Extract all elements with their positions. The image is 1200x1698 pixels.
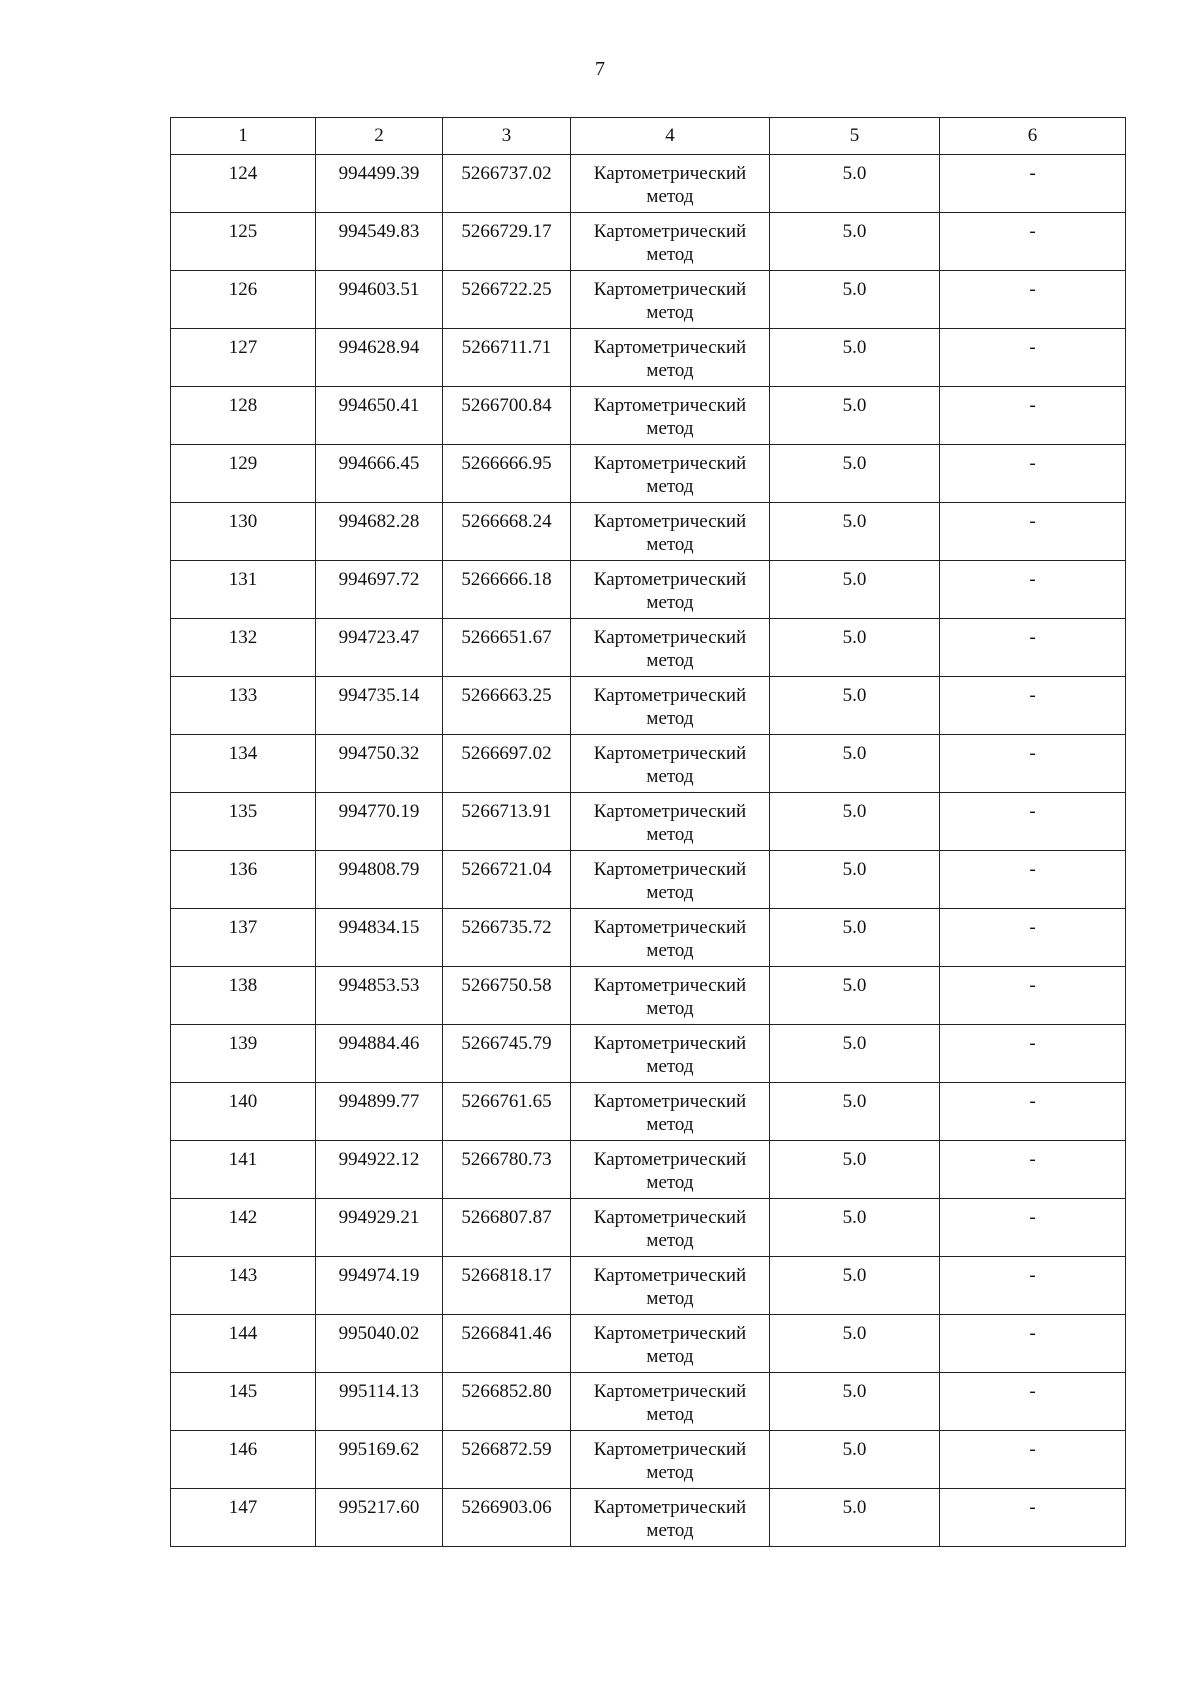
point-number-cell: 135 <box>171 793 316 851</box>
table-row <box>171 329 1126 387</box>
method-cell <box>571 213 770 271</box>
table-row <box>171 1083 1126 1141</box>
method-cell <box>571 1431 770 1489</box>
method-line-2: метод <box>646 476 694 497</box>
note-cell: - <box>940 503 1126 561</box>
method-cell <box>571 1199 770 1257</box>
x-coordinate-cell: 995169.62 <box>316 1431 443 1489</box>
method-line-1: Картометрический <box>593 1497 747 1518</box>
header-cell-2: 2 <box>316 118 443 155</box>
y-coordinate-cell: 5266818.17 <box>443 1257 571 1315</box>
x-coordinate-cell: 994929.21 <box>316 1199 443 1257</box>
note-cell: - <box>940 1025 1126 1083</box>
table-row <box>171 387 1126 445</box>
y-coordinate-cell: 5266872.59 <box>443 1431 571 1489</box>
x-coordinate-cell: 994834.15 <box>316 909 443 967</box>
point-number-cell: 144 <box>171 1315 316 1373</box>
accuracy-cell: 5.0 <box>770 561 940 619</box>
method-line-1: Картометрический <box>593 1033 747 1054</box>
table-row <box>171 1025 1126 1083</box>
method-line-1: Картометрический <box>593 163 747 184</box>
coordinates-table <box>170 117 1126 1547</box>
x-coordinate-cell: 995114.13 <box>316 1373 443 1431</box>
point-number-cell: 134 <box>171 735 316 793</box>
note-cell: - <box>940 271 1126 329</box>
y-coordinate-cell: 5266761.65 <box>443 1083 571 1141</box>
method-line-2: метод <box>646 1114 694 1135</box>
page-number: 7 <box>595 58 605 80</box>
accuracy-cell: 5.0 <box>770 1199 940 1257</box>
method-cell <box>571 155 770 213</box>
point-number-cell: 143 <box>171 1257 316 1315</box>
accuracy-cell: 5.0 <box>770 677 940 735</box>
accuracy-cell: 5.0 <box>770 1315 940 1373</box>
accuracy-cell: 5.0 <box>770 1083 940 1141</box>
note-cell: - <box>940 1083 1126 1141</box>
method-cell <box>571 503 770 561</box>
point-number-cell: 142 <box>171 1199 316 1257</box>
method-line-2: метод <box>646 1462 694 1483</box>
point-number-cell: 138 <box>171 967 316 1025</box>
method-cell <box>571 561 770 619</box>
method-cell <box>571 677 770 735</box>
header-cell-3: 3 <box>443 118 571 155</box>
note-cell: - <box>940 561 1126 619</box>
method-cell <box>571 271 770 329</box>
point-number-cell: 130 <box>171 503 316 561</box>
method-line-1: Картометрический <box>593 395 747 416</box>
point-number-cell: 131 <box>171 561 316 619</box>
method-cell <box>571 1083 770 1141</box>
method-cell <box>571 735 770 793</box>
note-cell: - <box>940 967 1126 1025</box>
y-coordinate-cell: 5266807.87 <box>443 1199 571 1257</box>
point-number-cell: 129 <box>171 445 316 503</box>
point-number-cell: 141 <box>171 1141 316 1199</box>
table-row <box>171 1373 1126 1431</box>
method-line-2: метод <box>646 534 694 555</box>
note-cell: - <box>940 213 1126 271</box>
y-coordinate-cell: 5266711.71 <box>443 329 571 387</box>
header-cell-4: 4 <box>571 118 770 155</box>
note-cell: - <box>940 387 1126 445</box>
method-line-1: Картометрический <box>593 627 747 648</box>
method-line-2: метод <box>646 1520 694 1541</box>
header-cell-6: 6 <box>940 118 1126 155</box>
method-cell <box>571 329 770 387</box>
method-cell <box>571 851 770 909</box>
method-line-1: Картометрический <box>593 743 747 764</box>
table-row <box>171 503 1126 561</box>
method-line-1: Картометрический <box>593 1323 747 1344</box>
method-line-2: метод <box>646 766 694 787</box>
table-row <box>171 1489 1126 1547</box>
x-coordinate-cell: 994899.77 <box>316 1083 443 1141</box>
method-cell <box>571 1373 770 1431</box>
table-row <box>171 445 1126 503</box>
table-row <box>171 735 1126 793</box>
header-cell-1: 1 <box>171 118 316 155</box>
method-cell <box>571 445 770 503</box>
y-coordinate-cell: 5266697.02 <box>443 735 571 793</box>
y-coordinate-cell: 5266666.95 <box>443 445 571 503</box>
method-line-1: Картометрический <box>593 511 747 532</box>
method-line-1: Картометрический <box>593 1207 747 1228</box>
point-number-cell: 140 <box>171 1083 316 1141</box>
method-line-2: метод <box>646 1288 694 1309</box>
point-number-cell: 146 <box>171 1431 316 1489</box>
method-line-1: Картометрический <box>593 1265 747 1286</box>
method-line-2: метод <box>646 1172 694 1193</box>
y-coordinate-cell: 5266750.58 <box>443 967 571 1025</box>
note-cell: - <box>940 1489 1126 1547</box>
y-coordinate-cell: 5266737.02 <box>443 155 571 213</box>
note-cell: - <box>940 1431 1126 1489</box>
method-line-1: Картометрический <box>593 685 747 706</box>
x-coordinate-cell: 994808.79 <box>316 851 443 909</box>
accuracy-cell: 5.0 <box>770 1431 940 1489</box>
method-cell <box>571 619 770 677</box>
method-line-2: метод <box>646 244 694 265</box>
x-coordinate-cell: 994549.83 <box>316 213 443 271</box>
x-coordinate-cell: 994650.41 <box>316 387 443 445</box>
method-line-2: метод <box>646 940 694 961</box>
method-line-2: метод <box>646 1404 694 1425</box>
accuracy-cell: 5.0 <box>770 387 940 445</box>
point-number-cell: 136 <box>171 851 316 909</box>
y-coordinate-cell: 5266780.73 <box>443 1141 571 1199</box>
accuracy-cell: 5.0 <box>770 1489 940 1547</box>
accuracy-cell: 5.0 <box>770 445 940 503</box>
table-row <box>171 793 1126 851</box>
method-line-2: метод <box>646 650 694 671</box>
table-row <box>171 1431 1126 1489</box>
note-cell: - <box>940 909 1126 967</box>
note-cell: - <box>940 1199 1126 1257</box>
method-line-1: Картометрический <box>593 859 747 880</box>
y-coordinate-cell: 5266722.25 <box>443 271 571 329</box>
accuracy-cell: 5.0 <box>770 1257 940 1315</box>
y-coordinate-cell: 5266721.04 <box>443 851 571 909</box>
x-coordinate-cell: 994922.12 <box>316 1141 443 1199</box>
table-row <box>171 213 1126 271</box>
method-line-2: метод <box>646 302 694 323</box>
method-line-1: Картометрический <box>593 337 747 358</box>
table-row <box>171 677 1126 735</box>
method-line-1: Картометрический <box>593 279 747 300</box>
method-line-1: Картометрический <box>593 221 747 242</box>
note-cell: - <box>940 1315 1126 1373</box>
y-coordinate-cell: 5266852.80 <box>443 1373 571 1431</box>
note-cell: - <box>940 1373 1126 1431</box>
x-coordinate-cell: 995040.02 <box>316 1315 443 1373</box>
y-coordinate-cell: 5266903.06 <box>443 1489 571 1547</box>
method-cell <box>571 1315 770 1373</box>
method-line-2: метод <box>646 1056 694 1077</box>
accuracy-cell: 5.0 <box>770 503 940 561</box>
note-cell: - <box>940 619 1126 677</box>
point-number-cell: 124 <box>171 155 316 213</box>
method-cell <box>571 1489 770 1547</box>
note-cell: - <box>940 793 1126 851</box>
note-cell: - <box>940 735 1126 793</box>
method-line-1: Картометрический <box>593 801 747 822</box>
point-number-cell: 132 <box>171 619 316 677</box>
point-number-cell: 128 <box>171 387 316 445</box>
y-coordinate-cell: 5266745.79 <box>443 1025 571 1083</box>
y-coordinate-cell: 5266713.91 <box>443 793 571 851</box>
accuracy-cell: 5.0 <box>770 271 940 329</box>
method-line-1: Картометрический <box>593 569 747 590</box>
y-coordinate-cell: 5266651.67 <box>443 619 571 677</box>
method-line-1: Картометрический <box>593 453 747 474</box>
accuracy-cell: 5.0 <box>770 793 940 851</box>
accuracy-cell: 5.0 <box>770 909 940 967</box>
y-coordinate-cell: 5266668.24 <box>443 503 571 561</box>
method-line-2: метод <box>646 998 694 1019</box>
method-cell <box>571 793 770 851</box>
method-line-2: метод <box>646 592 694 613</box>
table-row <box>171 909 1126 967</box>
x-coordinate-cell: 994666.45 <box>316 445 443 503</box>
method-line-2: метод <box>646 1230 694 1251</box>
method-line-1: Картометрический <box>593 1149 747 1170</box>
method-line-2: метод <box>646 708 694 729</box>
x-coordinate-cell: 994697.72 <box>316 561 443 619</box>
x-coordinate-cell: 994974.19 <box>316 1257 443 1315</box>
method-line-1: Картометрический <box>593 1439 747 1460</box>
method-line-1: Картометрический <box>593 1091 747 1112</box>
accuracy-cell: 5.0 <box>770 329 940 387</box>
note-cell: - <box>940 329 1126 387</box>
point-number-cell: 139 <box>171 1025 316 1083</box>
table-row <box>171 1257 1126 1315</box>
point-number-cell: 126 <box>171 271 316 329</box>
method-cell <box>571 1141 770 1199</box>
table-row <box>171 1141 1126 1199</box>
x-coordinate-cell: 994750.32 <box>316 735 443 793</box>
x-coordinate-cell: 994853.53 <box>316 967 443 1025</box>
accuracy-cell: 5.0 <box>770 619 940 677</box>
method-cell <box>571 909 770 967</box>
method-line-2: метод <box>646 186 694 207</box>
note-cell: - <box>940 851 1126 909</box>
accuracy-cell: 5.0 <box>770 967 940 1025</box>
note-cell: - <box>940 445 1126 503</box>
table-body <box>171 155 1126 1547</box>
y-coordinate-cell: 5266663.25 <box>443 677 571 735</box>
x-coordinate-cell: 994723.47 <box>316 619 443 677</box>
method-line-1: Картометрический <box>593 1381 747 1402</box>
method-line-2: метод <box>646 1346 694 1367</box>
method-line-2: метод <box>646 360 694 381</box>
point-number-cell: 145 <box>171 1373 316 1431</box>
method-cell <box>571 1025 770 1083</box>
table-row <box>171 851 1126 909</box>
y-coordinate-cell: 5266729.17 <box>443 213 571 271</box>
x-coordinate-cell: 994735.14 <box>316 677 443 735</box>
point-number-cell: 125 <box>171 213 316 271</box>
method-cell <box>571 967 770 1025</box>
table-row <box>171 561 1126 619</box>
note-cell: - <box>940 677 1126 735</box>
table-row <box>171 967 1126 1025</box>
accuracy-cell: 5.0 <box>770 851 940 909</box>
accuracy-cell: 5.0 <box>770 1141 940 1199</box>
note-cell: - <box>940 1257 1126 1315</box>
y-coordinate-cell: 5266735.72 <box>443 909 571 967</box>
x-coordinate-cell: 994682.28 <box>316 503 443 561</box>
x-coordinate-cell: 994628.94 <box>316 329 443 387</box>
header-row <box>171 118 1126 155</box>
method-line-2: метод <box>646 882 694 903</box>
table-header <box>171 118 1126 155</box>
accuracy-cell: 5.0 <box>770 1373 940 1431</box>
method-line-2: метод <box>646 824 694 845</box>
method-line-1: Картометрический <box>593 975 747 996</box>
x-coordinate-cell: 995217.60 <box>316 1489 443 1547</box>
accuracy-cell: 5.0 <box>770 213 940 271</box>
method-line-2: метод <box>646 418 694 439</box>
x-coordinate-cell: 994603.51 <box>316 271 443 329</box>
method-cell <box>571 387 770 445</box>
y-coordinate-cell: 5266700.84 <box>443 387 571 445</box>
accuracy-cell: 5.0 <box>770 735 940 793</box>
x-coordinate-cell: 994499.39 <box>316 155 443 213</box>
note-cell: - <box>940 1141 1126 1199</box>
y-coordinate-cell: 5266666.18 <box>443 561 571 619</box>
point-number-cell: 127 <box>171 329 316 387</box>
table-row <box>171 271 1126 329</box>
table-row <box>171 1199 1126 1257</box>
note-cell: - <box>940 155 1126 213</box>
method-cell <box>571 1257 770 1315</box>
accuracy-cell: 5.0 <box>770 1025 940 1083</box>
method-line-1: Картометрический <box>593 917 747 938</box>
y-coordinate-cell: 5266841.46 <box>443 1315 571 1373</box>
table-row <box>171 1315 1126 1373</box>
point-number-cell: 147 <box>171 1489 316 1547</box>
table-row <box>171 619 1126 677</box>
point-number-cell: 133 <box>171 677 316 735</box>
header-cell-5: 5 <box>770 118 940 155</box>
accuracy-cell: 5.0 <box>770 155 940 213</box>
x-coordinate-cell: 994770.19 <box>316 793 443 851</box>
x-coordinate-cell: 994884.46 <box>316 1025 443 1083</box>
table-row <box>171 155 1126 213</box>
point-number-cell: 137 <box>171 909 316 967</box>
